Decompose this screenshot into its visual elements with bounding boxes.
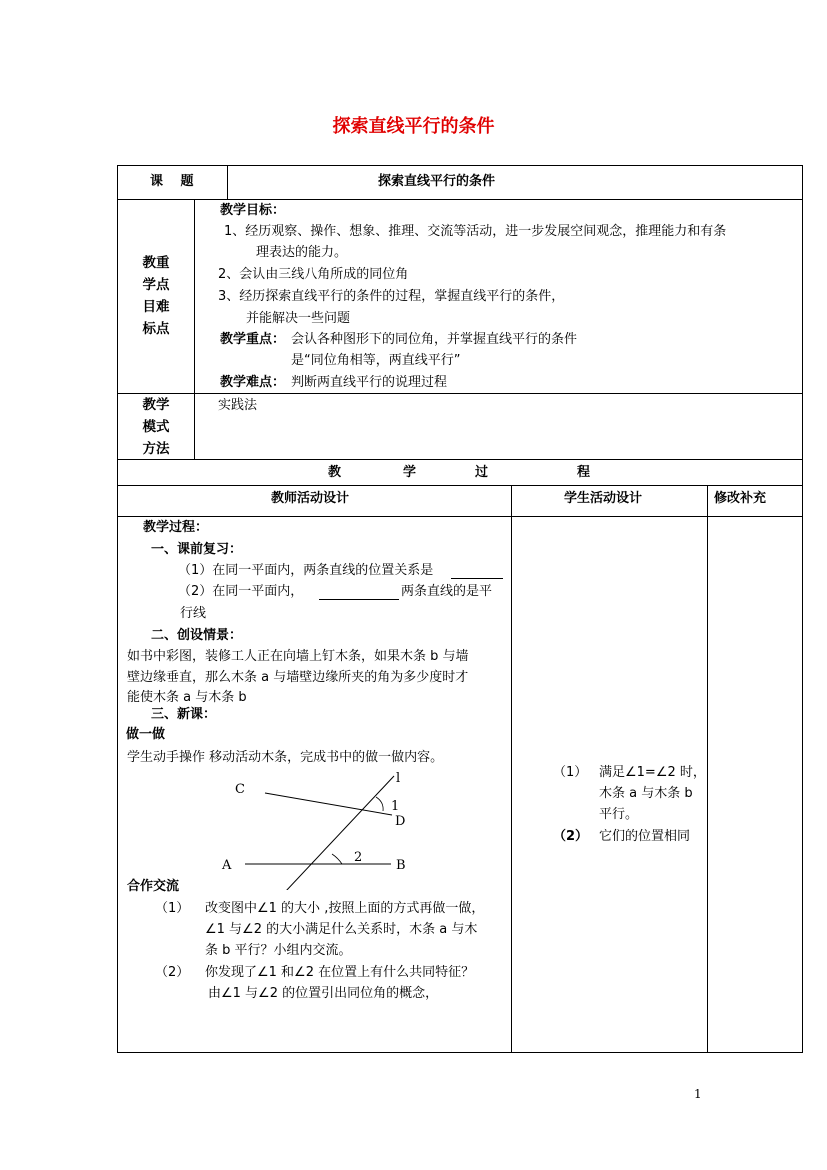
- transversal-l: [270, 776, 394, 890]
- angle-label-1: 1: [391, 799, 400, 814]
- cooperation-heading: 合作交流: [127, 879, 180, 894]
- lesson-plan-table: [117, 165, 803, 1053]
- section-heading-scenario: 二、创设情景：: [151, 628, 243, 643]
- goal-item: 理表达的能力。: [256, 245, 348, 260]
- try-it-heading: 做一做: [126, 727, 166, 742]
- row-divider: [118, 459, 802, 460]
- goal-item: 1、经历观察、操作、想象、推理、交流等活动，进一步发展空间观念，推理能力和有条: [224, 224, 727, 239]
- scenario-text: 如书中彩图，装修工人正在向墙上钉木条，如果木条 b 与墙: [127, 649, 469, 664]
- section-heading-new-lesson: 三、新课：: [151, 707, 217, 722]
- process-header-char: 程: [577, 465, 591, 480]
- goals-label-line: 标点: [142, 321, 170, 337]
- method-label-line: 模式: [142, 419, 170, 435]
- point-label-c: C: [235, 782, 245, 797]
- cooperation-q1-text: 条 b 平行？小组内交流。: [205, 943, 352, 958]
- row-divider: [118, 516, 802, 517]
- topic-value: 探索直线平行的条件: [378, 174, 496, 189]
- student-answer-2-number: （2）: [553, 829, 589, 844]
- scenario-text: 壁边缘垂直，那么木条 a 与墙壁边缘所夹的角为多少度时才: [127, 670, 469, 685]
- topic-label: 课 题: [150, 174, 194, 189]
- student-answer-2: 它们的位置相同: [599, 829, 691, 844]
- goals-label-line: 目难: [142, 299, 170, 315]
- student-answer-1-number: （1）: [553, 765, 588, 780]
- row-divider: [118, 393, 802, 394]
- difficulty-text: 判断两直线平行的说理过程: [291, 375, 448, 390]
- angle-2-arc: [332, 854, 342, 864]
- student-answer-1: 满足∠1=∠2 时，: [599, 765, 706, 780]
- cooperation-q2-text: 由∠1 与∠2 的位置引出同位角的概念，: [208, 986, 439, 1001]
- difficulty-label: 教学难点：: [220, 375, 286, 390]
- cooperation-q1-number: （1）: [155, 901, 190, 916]
- goal-item: 3、经历探索直线平行的条件的过程，掌握直线平行的条件，: [218, 289, 565, 304]
- angle-1-arc: [376, 797, 383, 811]
- teacher-column-header: 教师活动设计: [271, 491, 350, 506]
- parallel-lines-diagram: [208, 768, 418, 890]
- document-title: 探索直线平行的条件: [332, 116, 495, 137]
- cooperation-q2-text: 你发现了∠1 和∠2 在位置上有什么共同特征？: [205, 965, 475, 980]
- review-question-2: （2）在同一平面内，: [178, 584, 304, 599]
- student-answer-1: 平行。: [599, 807, 639, 822]
- row-divider: [118, 485, 802, 486]
- col-divider: [707, 485, 708, 1052]
- review-question-2-cont: 行线: [180, 606, 207, 621]
- cooperation-q1-text: 改变图中∠1 的大小 ,按照上面的方式再做一做，: [205, 901, 485, 916]
- answer-blank: [451, 578, 503, 579]
- method-label-line: 教学: [142, 397, 170, 413]
- answer-blank: [319, 599, 399, 600]
- row-divider: [118, 199, 802, 200]
- col-divider: [194, 199, 195, 459]
- process-header-char: 教: [328, 465, 342, 480]
- scenario-text: 能使木条 a 与木条 b: [127, 690, 247, 705]
- process-label: 教学过程：: [143, 520, 209, 535]
- review-question-1: （1）在同一平面内，两条直线的位置关系是: [178, 563, 434, 578]
- col-divider: [511, 485, 512, 1052]
- point-label-b: B: [396, 858, 406, 873]
- key-point-text: 会认各种图形下的同位角，并掌握直线平行的条件: [291, 332, 578, 347]
- goals-label-line: 教重: [142, 255, 170, 271]
- student-column-header: 学生活动设计: [564, 491, 643, 506]
- try-it-text: 学生动手操作 移动活动木条，完成书中的做一做内容。: [127, 750, 444, 765]
- angle-label-2: 2: [354, 850, 363, 865]
- student-answer-1: 木条 a 与木条 b: [599, 786, 693, 801]
- revise-column-header: 修改补充: [714, 491, 767, 506]
- process-header-char: 学: [403, 465, 417, 480]
- cooperation-q2-number: （2）: [155, 965, 190, 980]
- goal-item: 并能解决一些问题: [246, 311, 351, 326]
- key-point-label: 教学重点：: [220, 332, 286, 347]
- goal-item: 2、会认由三线八角所成的同位角: [218, 267, 409, 282]
- cooperation-q1-text: ∠1 与∠2 的大小满足什么关系时，木条 a 与木: [205, 922, 478, 937]
- method-label-line: 方法: [142, 441, 170, 457]
- process-header-char: 过: [475, 465, 489, 480]
- line-label-l: l: [396, 771, 401, 786]
- goals-label-line: 学点: [142, 277, 170, 293]
- page-number: 1: [694, 1087, 702, 1101]
- section-heading-review: 一、课前复习：: [151, 542, 243, 557]
- method-value: 实践法: [218, 398, 258, 413]
- line-cd: [265, 793, 392, 815]
- point-label-d: D: [395, 814, 406, 829]
- key-point-text: 是“同位角相等，两直线平行”: [291, 353, 461, 368]
- col-divider: [227, 166, 228, 199]
- review-question-2-cont: 两条直线的是平: [401, 584, 493, 599]
- point-label-a: A: [222, 858, 232, 873]
- goal-heading: 教学目标：: [220, 203, 286, 218]
